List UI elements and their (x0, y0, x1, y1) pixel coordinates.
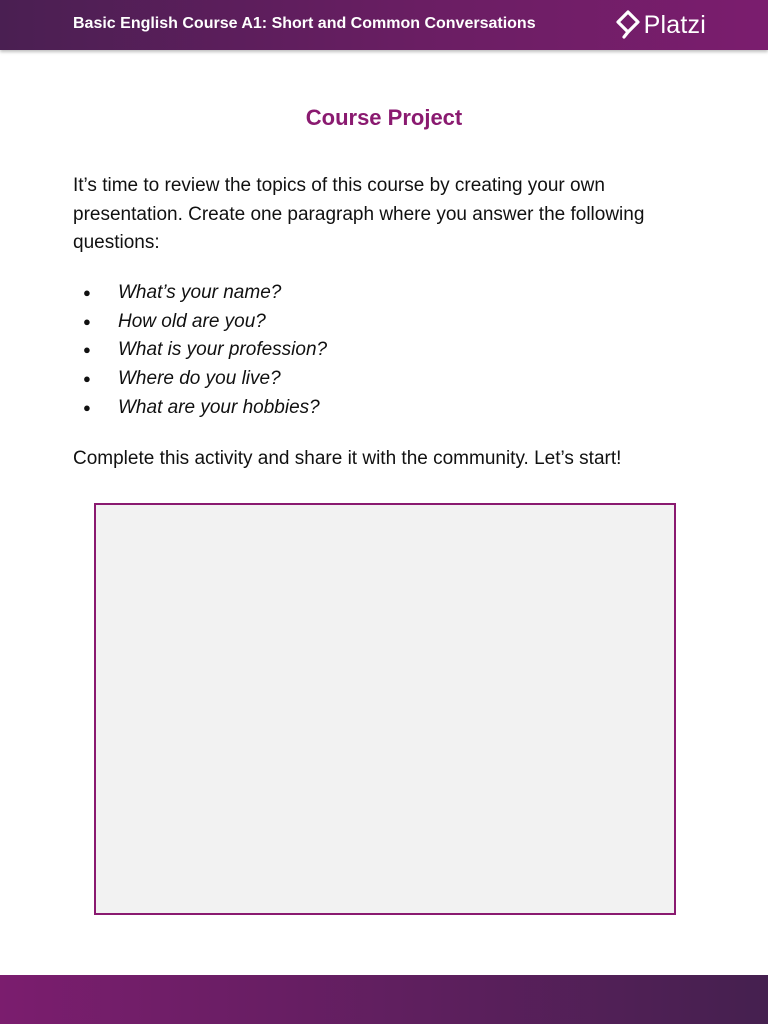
footer-bar (0, 975, 768, 1024)
questions-list (73, 279, 327, 423)
list-item: ● What are your hobbies? (73, 394, 327, 423)
list-item: ● What’s your name? (73, 279, 327, 308)
list-item: ● Where do you live? (73, 365, 327, 394)
page-title: Course Project (305, 105, 463, 130)
logo-text: Platzi (643, 10, 706, 39)
header-bar (0, 0, 768, 50)
outro-paragraph: Complete this activity and share it with the community. Let’s start! (73, 448, 622, 469)
intro-paragraph: It’s time to review the topics of this course by creating your own presentation. Create one paragraph where you answer the following questions: (73, 175, 645, 253)
platzi-logo (616, 10, 706, 40)
answer-box[interactable] (94, 503, 676, 915)
list-item: ● How old are you? (73, 308, 327, 337)
platzi-logo-icon (616, 10, 640, 40)
course-title: Basic English Course A1: Short and Common Conversations (73, 15, 536, 32)
list-item: ● What is your profession? (73, 336, 327, 365)
